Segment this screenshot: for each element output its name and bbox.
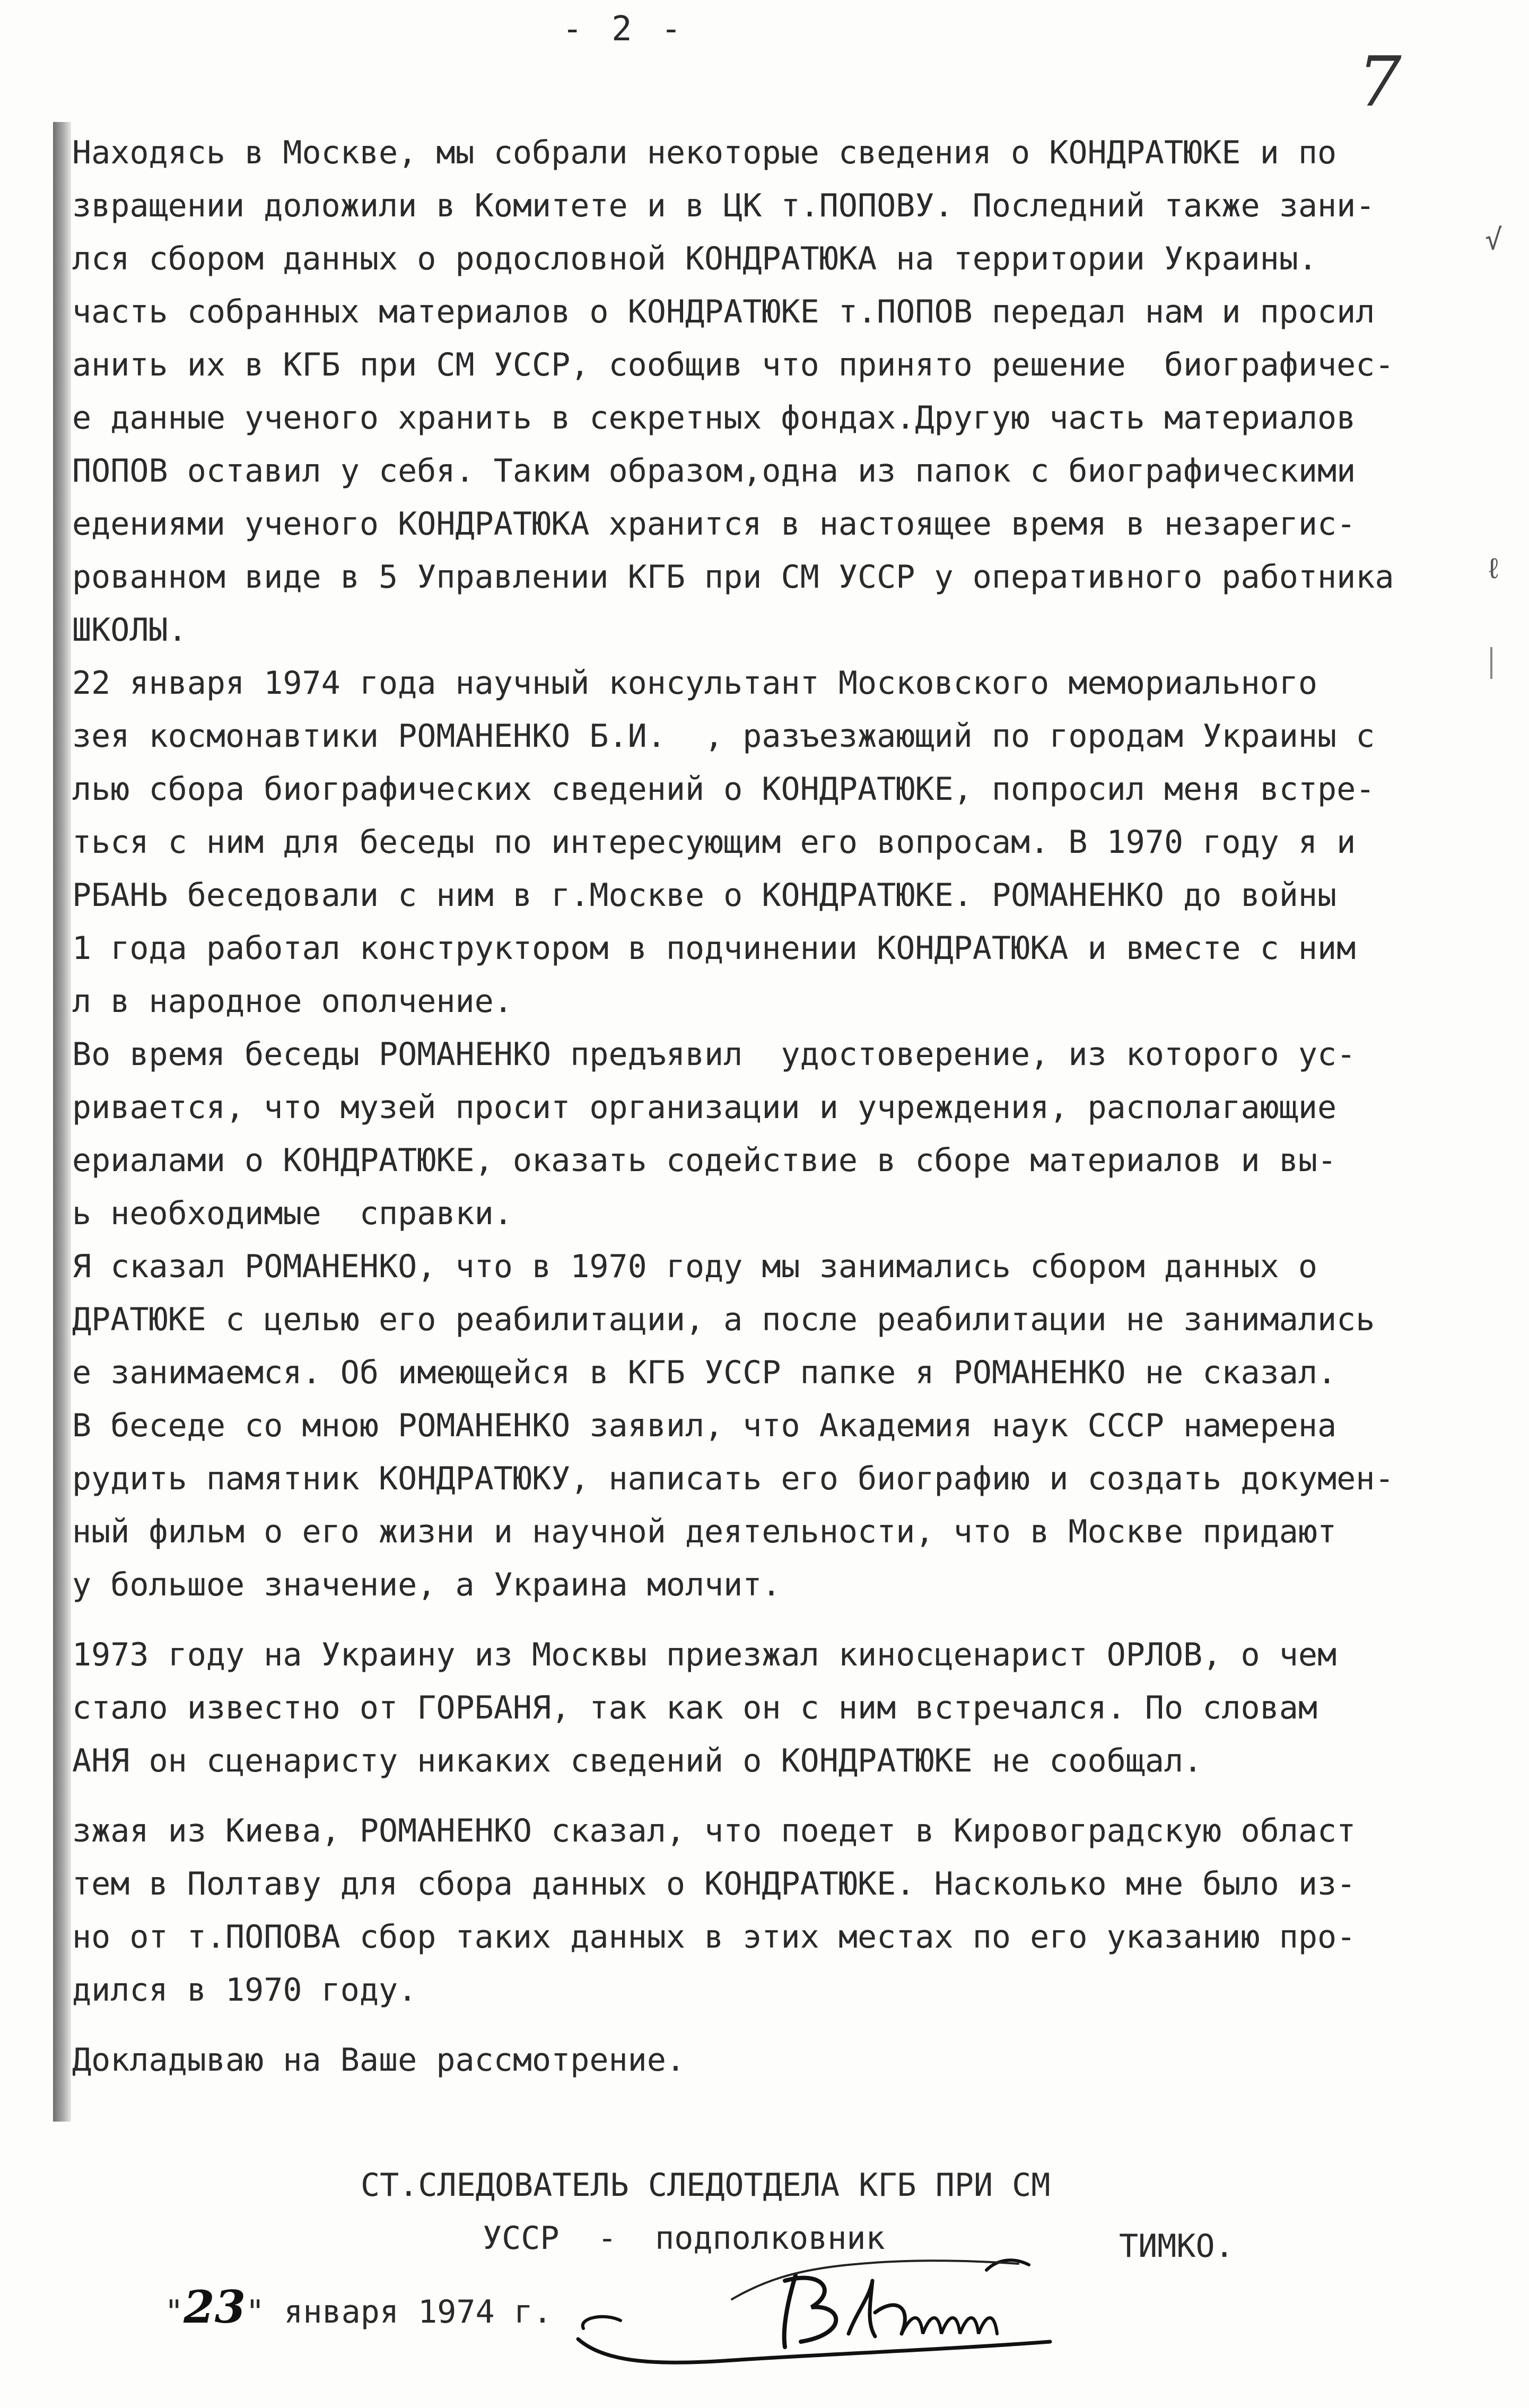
text-line: едениями ученого КОНДРАТЮКА хранится в настоящее время в незарегис-	[72, 505, 1356, 543]
date-month-year: января 1974 г.	[265, 2293, 553, 2331]
text-line: АНЯ он сценаристу никаких сведений о КОНДРАТЮКЕ не сообщал.	[72, 1742, 1203, 1779]
binding-strip	[53, 122, 71, 2122]
text-line: л в народное ополчение.	[72, 983, 513, 1020]
edge-tick	[1490, 647, 1492, 679]
text-line: стало известно от ГОРБАНЯ, так как он с ним встречался. По словам	[72, 1689, 1317, 1726]
handwritten-signature	[573, 2249, 1082, 2371]
text-line: е данные ученого хранить в секретных фондах.Другую часть материалов	[72, 399, 1356, 437]
document-date	[164, 2281, 552, 2333]
signer-rank: УССР - подполковник	[483, 2220, 885, 2257]
date-day: 23	[184, 2281, 246, 2333]
text-line: 1 года работал конструктором в подчинении КОНДРАТЮКА и вместе с ним	[72, 930, 1356, 967]
signer-name: ТИМКО.	[1119, 2228, 1234, 2265]
paragraph-gap	[72, 1787, 1483, 1804]
text-line: звращении доложили в Комитете и в ЦК т.ПОПОВУ. Последний также зани-	[72, 187, 1375, 224]
closing-line: Докладываю на Ваше рассмотрение.	[72, 2041, 685, 2079]
text-line: РБАНЬ беседовали с ним в г.Москве о КОНДРАТЮКЕ. РОМАНЕНКО до войны	[72, 877, 1337, 914]
document-body	[72, 126, 1483, 2087]
text-line: часть собранных материалов о КОНДРАТЮКЕ т.ПОПОВ передал нам и просил	[72, 293, 1375, 330]
text-line: ериалами о КОНДРАТЮКЕ, оказать содействие в сборе материалов и вы-	[72, 1142, 1337, 1179]
text-line: зея космонавтики РОМАНЕНКО Б.И. , разъезжающий по городам Украины с	[72, 718, 1375, 755]
date-quote-open: "	[164, 2293, 184, 2331]
text-line: зжая из Киева, РОМАНЕНКО сказал, что поедет в Кировоградскую област	[72, 1812, 1356, 1849]
text-line: ь необходимые справки.	[72, 1195, 513, 1232]
text-line: ШКОЛЫ.	[72, 612, 187, 649]
archive-number: 7	[1358, 41, 1402, 122]
page-number: - 2 -	[562, 10, 686, 49]
text-line: рованном виде в 5 Управлении КГБ при СМ УССР у оперативного работника	[72, 559, 1394, 596]
text-line: ный фильм о его жизни и научной деятельности, что в Москве придают	[72, 1513, 1337, 1550]
margin-check-mark: √	[1485, 223, 1502, 256]
date-quote-close: "	[246, 2293, 265, 2331]
text-line: лью сбора биографических сведений о КОНДРАТЮКЕ, попросил меня встре-	[72, 771, 1375, 808]
text-line: Во время беседы РОМАНЕНКО предъявил удостоверение, из которого ус-	[72, 1036, 1356, 1073]
text-line: ривается, что музей просит организации и учреждения, располагающие	[72, 1089, 1337, 1126]
text-line: у большое значение, а Украина молчит.	[72, 1566, 781, 1603]
text-line: ться с ним для беседы по интересующим его вопросам. В 1970 году я и	[72, 824, 1356, 861]
margin-mark-l: ℓ	[1485, 552, 1502, 585]
text-line: тем в Полтаву для сбора данных о КОНДРАТЮКЕ. Насколько мне было из-	[72, 1865, 1356, 1903]
signer-title: СТ.СЛЕДОВАТЕЛЬ СЛЕДОТДЕЛА КГБ ПРИ СМ	[361, 2167, 1051, 2204]
text-line: е занимаемся. Об имеющейся в КГБ УССР папке я РОМАНЕНКО не сказал.	[72, 1354, 1337, 1391]
paragraph-gap	[72, 2017, 1483, 2034]
text-line: Находясь в Москве, мы собрали некоторые сведения о КОНДРАТЮКЕ и по	[72, 134, 1337, 171]
text-line: рудить памятник КОНДРАТЮКУ, написать его биографию и создать докумен-	[72, 1460, 1394, 1497]
text-line: 1973 году на Украину из Москвы приезжал киносценарист ОРЛОВ, о чем	[72, 1636, 1337, 1673]
text-line: ДРАТЮКЕ с целью его реабилитации, а после реабилитации не занимались	[72, 1301, 1375, 1338]
text-line: дился в 1970 году.	[72, 1971, 417, 2009]
text-line: В беседе со мною РОМАНЕНКО заявил, что Академия наук СССР намерена	[72, 1407, 1337, 1444]
text-line: 22 января 1974 года научный консультант Московского мемориального	[72, 665, 1317, 702]
text-line: анить их в КГБ при СМ УССР, сообщив что принято решение биографичес-	[72, 346, 1394, 383]
text-line: лся сбором данных о родословной КОНДРАТЮКА на территории Украины.	[72, 240, 1317, 277]
paragraph-gap	[72, 1611, 1483, 1628]
text-line: ПОПОВ оставил у себя. Таким образом,одна из папок с биографическими	[72, 452, 1356, 490]
text-line: но от т.ПОПОВА сбор таких данных в этих местах по его указанию про-	[72, 1918, 1356, 1956]
text-line: Я сказал РОМАНЕНКО, что в 1970 году мы занимались сбором данных о	[72, 1248, 1317, 1285]
